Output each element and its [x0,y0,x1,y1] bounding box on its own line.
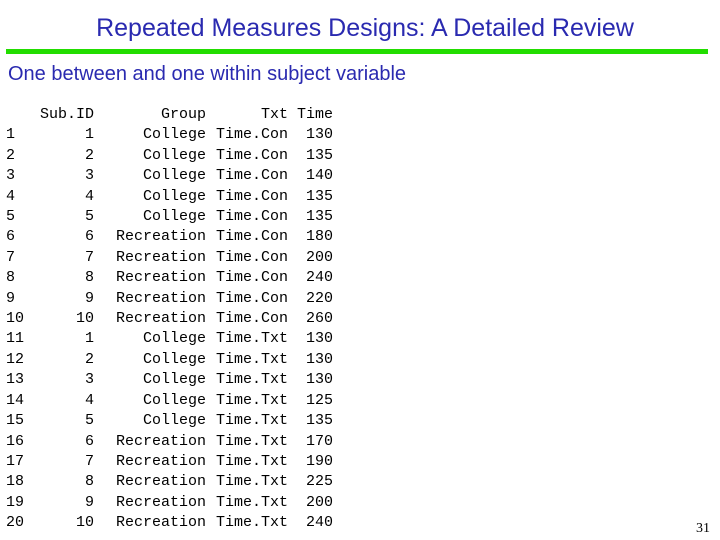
txt-cell: Time.Txt [215,452,288,470]
sub-id-cell: 7 [84,452,94,470]
table-row [6,227,333,247]
row-name-cell: 18 [6,473,25,491]
txt-cell: Time.Con [215,167,288,185]
time-cell: 240 [305,269,333,287]
table-row [6,248,333,268]
row-name-cell: 3 [6,167,16,185]
table-row [6,411,333,431]
sub-id-cell: 9 [84,493,94,511]
table-row [6,391,333,411]
group-cell: Recreation [115,473,206,491]
row-name-cell: 17 [6,452,25,470]
group-cell: College [142,350,206,368]
time-cell: 220 [305,289,333,307]
header-txt: Txt [260,106,288,123]
group-cell: Recreation [115,514,206,532]
sub-id-cell: 7 [84,248,94,266]
time-cell: 200 [305,248,333,266]
row-name-cell: 19 [6,493,25,511]
group-cell: College [142,208,206,226]
sub-id-cell: 8 [84,269,94,287]
table-row [6,309,333,329]
page-number: 31 [696,521,710,536]
sub-id-cell: 3 [84,371,94,389]
row-name-cell: 15 [6,412,25,430]
txt-cell: Time.Con [215,208,288,226]
table-body [6,125,333,533]
slide-subtitle: One between and one within subject variable [8,63,407,85]
group-cell: College [142,412,206,430]
title-underline [6,49,708,54]
time-cell: 135 [305,412,333,430]
row-name-cell: 16 [6,432,25,450]
row-name-cell: 9 [6,289,16,307]
row-name-cell: 20 [6,514,25,532]
table-row [6,329,333,349]
table-row [6,493,333,513]
table-row [6,289,333,309]
table-row [6,452,333,472]
row-name-cell: 14 [6,391,25,409]
txt-cell: Time.Con [215,269,288,287]
time-cell: 130 [305,330,333,348]
txt-cell: Time.Con [215,289,288,307]
table-row [6,513,333,533]
group-cell: College [142,330,206,348]
time-cell: 180 [305,228,333,246]
txt-cell: Time.Con [215,228,288,246]
txt-cell: Time.Txt [215,432,288,450]
group-cell: Recreation [115,310,206,328]
table-row [6,146,333,166]
sub-id-cell: 9 [84,289,94,307]
time-cell: 125 [305,391,333,409]
time-cell: 225 [305,473,333,491]
row-name-cell: 4 [6,187,16,205]
header-sub-id: Sub.ID [39,106,94,123]
row-name-cell: 11 [6,330,25,348]
txt-cell: Time.Txt [215,493,288,511]
table-row [6,125,333,145]
time-cell: 135 [305,208,333,226]
table-row [6,187,333,207]
sub-id-cell: 8 [84,473,94,491]
txt-cell: Time.Txt [215,514,288,532]
table-header-row [6,105,333,125]
group-cell: College [142,126,206,144]
header-time: Time [296,106,333,123]
time-cell: 240 [305,514,333,532]
table-row [6,350,333,370]
txt-cell: Time.Con [215,146,288,164]
row-name-cell: 8 [6,269,16,287]
data-frame-table [6,105,333,534]
txt-cell: Time.Txt [215,330,288,348]
group-cell: College [142,187,206,205]
sub-id-cell: 1 [84,126,94,144]
group-cell: College [142,146,206,164]
sub-id-cell: 4 [84,391,94,409]
time-cell: 170 [305,432,333,450]
sub-id-cell: 10 [75,310,94,328]
txt-cell: Time.Txt [215,412,288,430]
sub-id-cell: 3 [84,167,94,185]
txt-cell: Time.Con [215,126,288,144]
time-cell: 130 [305,350,333,368]
time-cell: 130 [305,371,333,389]
time-cell: 260 [305,310,333,328]
header-group: Group [160,106,206,123]
table-row [6,166,333,186]
txt-cell: Time.Txt [215,350,288,368]
group-cell: Recreation [115,493,206,511]
time-cell: 140 [305,167,333,185]
sub-id-cell: 6 [84,228,94,246]
group-cell: Recreation [115,248,206,266]
txt-cell: Time.Con [215,310,288,328]
sub-id-cell: 5 [84,208,94,226]
time-cell: 190 [305,452,333,470]
time-cell: 135 [305,187,333,205]
group-cell: College [142,371,206,389]
sub-id-cell: 5 [84,412,94,430]
row-name-cell: 1 [6,126,16,144]
group-cell: College [142,167,206,185]
group-cell: Recreation [115,452,206,470]
row-name-cell: 10 [6,310,25,328]
time-cell: 200 [305,493,333,511]
row-name-cell: 5 [6,208,16,226]
sub-id-cell: 2 [84,350,94,368]
header-rownames [6,105,36,125]
txt-cell: Time.Txt [215,391,288,409]
row-name-cell: 2 [6,146,16,164]
sub-id-cell: 1 [84,330,94,348]
table-row [6,472,333,492]
table-row [6,370,333,390]
sub-id-cell: 6 [84,432,94,450]
sub-id-cell: 2 [84,146,94,164]
group-cell: Recreation [115,432,206,450]
txt-cell: Time.Txt [215,473,288,491]
group-cell: Recreation [115,289,206,307]
txt-cell: Time.Txt [215,371,288,389]
group-cell: Recreation [115,269,206,287]
row-name-cell: 12 [6,350,25,368]
sub-id-cell: 10 [75,514,94,532]
time-cell: 135 [305,146,333,164]
row-name-cell: 13 [6,371,25,389]
group-cell: Recreation [115,228,206,246]
txt-cell: Time.Con [215,248,288,266]
table-row [6,207,333,227]
row-name-cell: 6 [6,228,16,246]
row-name-cell: 7 [6,248,16,266]
table-row [6,432,333,452]
txt-cell: Time.Con [215,187,288,205]
time-cell: 130 [305,126,333,144]
table-row [6,268,333,288]
slide-title: Repeated Measures Designs: A Detailed Review [96,14,634,42]
group-cell: College [142,391,206,409]
sub-id-cell: 4 [84,187,94,205]
